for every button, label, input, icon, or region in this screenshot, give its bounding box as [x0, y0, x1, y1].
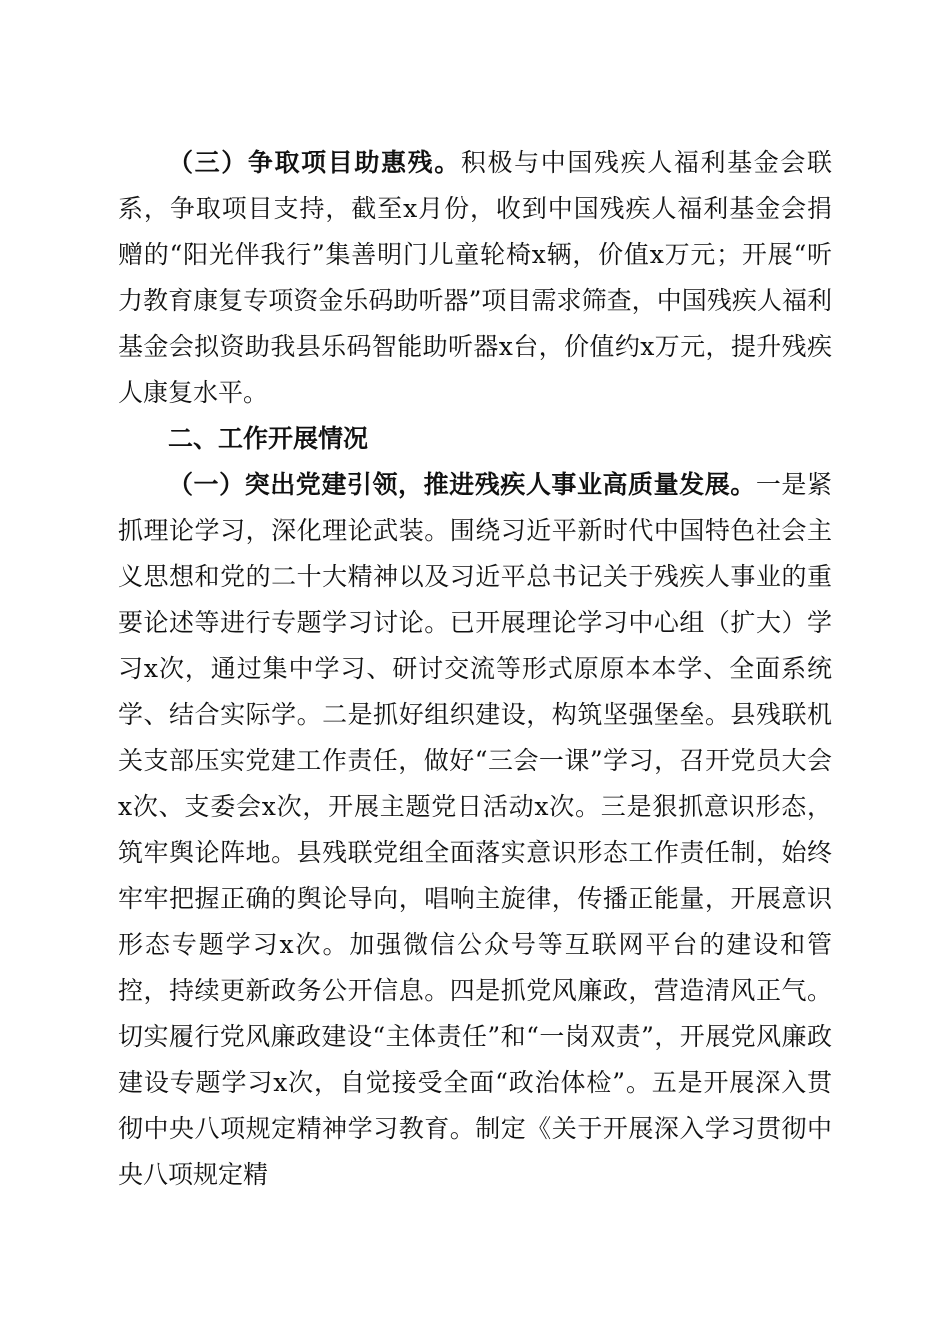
- paragraph-lead: （三）争取项目助惠残。: [168, 148, 461, 177]
- paragraph-project-support: [118, 140, 832, 416]
- paragraph-text: 积极与中国残疾人福利基金会联系，争取项目支持，截至x月份，收到中国残疾人福利基金会捐赠的“阳光伴我行”集善明门儿童轮椅x辆，价值x万元；开展“听力教育康复专项资金乐码助听器”项目需求筛查，中国残疾人福利基金会拟资助我县乐码智能助听器x台，价值约x万元，提升残疾人康复水平。: [118, 148, 832, 407]
- paragraph-lead: （一）突出党建引领，推进残疾人事业高质量发展。: [168, 470, 756, 499]
- paragraph-text: 一是紧抓理论学习，深化理论武装。围绕习近平新时代中国特色社会主义思想和党的二十大精神以及习近平总书记关于残疾人事业的重要论述等进行专题学习讨论。已开展理论学习中心组（扩大）学习x次，通过集中学习、研讨交流等形式原原本本学、全面系统学、结合实际学。二是抓好组织建设，构筑坚强堡垒。县残联机关支部压实党建工作责任，做好“三会一课”学习，召开党员大会x次、支委会x次，开展主题党日活动x次。三是狠抓意识形态，筑牢舆论阵地。县残联党组全面落实意识形态工作责任制，始终牢牢把握正确的舆论导向，唱响主旋律，传播正能量，开展意识形态专题学习x次。加强微信公众号等互联网平台的建设和管控，持续更新政务公开信息。四是抓党风廉政，营造清风正气。切实履行党风廉政建设“主体责任”和“一岗双责”，开展党风廉政建设专题学习x次，自觉接受全面“政治体检”。五是开展深入贯彻中央八项规定精神学习教育。制定《关于开展深入学习贯彻中央八项规定精: [118, 470, 832, 1189]
- section-heading: 二、工作开展情况: [168, 424, 369, 453]
- paragraph-party-building: [118, 462, 832, 1198]
- document-body: [118, 140, 832, 1198]
